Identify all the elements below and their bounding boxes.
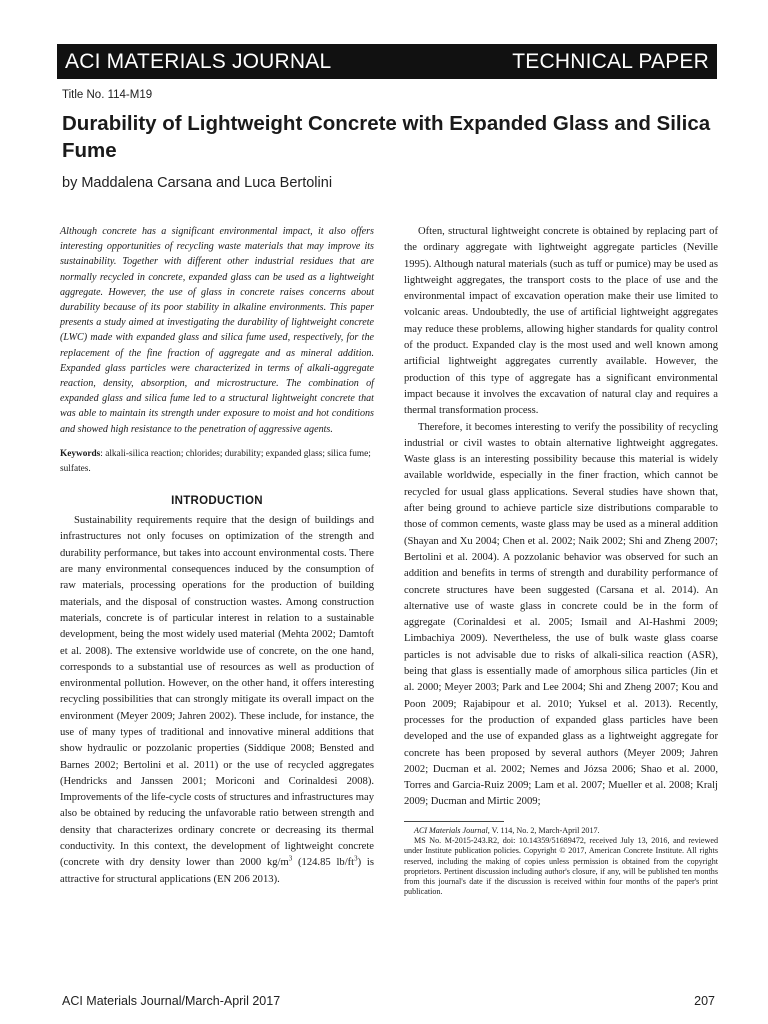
journal-banner [57,44,717,79]
footnote-rule [404,821,504,822]
title-number: Title No. 114-M19 [62,89,153,101]
keywords-label: Keywords [60,448,101,459]
keywords [60,447,374,477]
intro-text-b: (124.85 lb/ft [292,857,355,869]
intro-paragraph [60,513,374,888]
superscript-3: 3 [288,854,293,863]
page-number: 207 [694,994,715,1008]
footer-journal: ACI Materials Journal/March-April 2017 [62,994,281,1008]
author-byline: by Maddalena Carsana and Luca Bertolini [62,175,333,191]
footnote-journal-name: ACI Materials Journal [414,825,488,835]
footnote-journal-info: , V. 114, No. 2, March-April 2017. [487,825,600,835]
intro-text-c: ) is attractive for structural applications (EN 206 2013). [60,857,374,885]
footnote-journal [404,826,718,836]
footnote-manuscript: MS No. M-2015-243.R2, doi: 10.14359/51689472, received July 13, 2016, and reviewed under Institute publication policies. Copyright © 2017, American Concrete Institute. All rights reserved, including the making of copies unless permission is obtained from the copyright proprietors. Pertinent discussion including author's closure, if any, will be published ten months from this journal's date if the discussion is received within four months of the paper's print publication. [404,835,718,897]
superscript-3b: 3 [354,854,358,863]
left-column [60,224,374,888]
paper-title: Durability of Lightweight Concrete with Expanded Glass and Silica Fume [62,112,711,162]
introduction-heading: INTRODUCTION [171,494,263,507]
intro-text-a: Sustainability requirements require that the design of buildings and infrastructures not only focuses on optimization of the strength and durability performance, but takes into account environmental costs. There are many environmental consequences induced by the consumption of raw materials, processing operations for the production of building materials, and the disposal of construction wastes. Among construction materials, concrete is of particular interest in relation to a sustainable development, being the most widely used material (Mehta 2002; Damtoft et al. 2008). The extensive worldwide use of concrete, on the one hand, corresponds to a substantial use of resources as well as production of environmental pollution. However, on the other hand, it offers interesting recycling possibilities that can strongly mitigate its overall impact on the environment (Meyer 2009; Jahren 2002). These include, for instance, the use of many types of traditional and innovative mineral additions that show hydraulic or pozzolanic properties (Siddique 2008; Bensted and Barnes 2002; Bertolini et al. 2011) or the use of recycled aggregates (Hendricks and Janssen 2001; Moriconi and Corinaldesi 2008). Improvements of the life-cycle costs of structures and infrastructures may also be obtained by reducing the unfavorable ratio between strength and density that characterizes ordinary concrete or decreasing its thermal conductivity. In this context, the development of lightweight concrete (concrete with dry density lower than 2000 kg/m [60,515,374,869]
abstract: Although concrete has a significant environmental impact, it also offers interesting opportunities of recycling waste materials that may improve its sustainability. Together with different other industrial residues that are normally recycled in concrete, expanded glass can be used as a lightweight aggregate. However, the use of glass in concrete raises concerns about durability because of its poor stability in alkaline environments. This paper presents a study aimed at investigating the durability of lightweight concrete (LWC) made with expanded glass and silica fume used, respectively, for the replacement of the fine fraction of aggregate and as mineral addition. Expanded glass particles were characterized in terms of alkali-aggregate reaction, density, absorption, and microstructure. The combination of expanded glass and silica fume led to a structural lightweight concrete that was able to maintain its strength under exposure to moist and hot conditions and showed high resistance to the penetration of aggressive agents. [60,226,374,435]
right-paragraph-1: Often, structural lightweight concrete is obtained by replacing part of the ordinary aggregate with lightweight aggregate particles (Neville 1995). Although natural materials (such as tuff or pumice) may be used as lightweight aggregates, the transport costs to the place of use and the environmental impact of excavation operation make their use limited to volcanic areas. Undoubtedly, the use of artificial lightweight aggregates may reduce these problems, allowing higher standards for quality control of the product. Expanded clay is the most used and well known among artificial lightweight aggregates currently available. However, the production of this type of aggregate has a significant environmental impact because it involves the excavation of natural clay and requires a thermal transformation process. [404,226,718,417]
right-paragraph-2: Therefore, it becomes interesting to verify the possibility of recycling industrial or civil wastes to obtain alternative lightweight aggregates. Waste glass is an interesting possibility because this material is widely available worldwide, especially in the finer fraction, which cannot be recycled for usual glass applications. Several studies have shown that, after being ground to achieve particle size distributions comparable to those of common cements, waste glass may be used as a mineral addition (Shayan and Xu 2004; Chen et al. 2002; Naik 2002; Shi and Zheng 2007; Bertolini et al. 2004). A pozzolanic behavior was observed for such an addition and benefits in terms of strength and durability performance of concrete structures have been suggested (Carsana et al. 2014). An alternative use of waste glass in concrete could be in the form of aggregate (Corinaldesi et al. 2005; Ismail and Al-Hashmi 2009; Limbachiya 2009). Nevertheless, the use of bulk waste glass coarse particles is not advisable due to risks of alkali-silica reaction (ASR), being that glass is essentially made of amorphous silica particles (Jin et al. 2000; Meyer 2003; Park and Lee 2004; Shi and Zheng 2007; Kou and Poon 2009; Rajabipour et al. 2010; Yuksel et al. 2013). Recently, processes for the production of expanded glass particles have been developed and the use of expanded glass as a lightweight aggregate for concrete has been proposed by several authors (Meyer 2009; Jahren 2002; Ducman et al. 2002; Nemes and Józsa 2006; Shao et al. 2000, Torres and Garcia-Ruiz 2009; Lam et al. 2007; Mueller et al. 2008; Kralj 2009; Ducman and Mirtic 2009; [404,421,718,808]
keywords-list: : alkali-silica reaction; chlorides; durability; expanded glass; silica fume; sulfates. [60,448,371,474]
paper-type: TECHNICAL PAPER [512,49,709,73]
journal-name: ACI MATERIALS JOURNAL [65,49,332,73]
right-column [404,224,718,898]
